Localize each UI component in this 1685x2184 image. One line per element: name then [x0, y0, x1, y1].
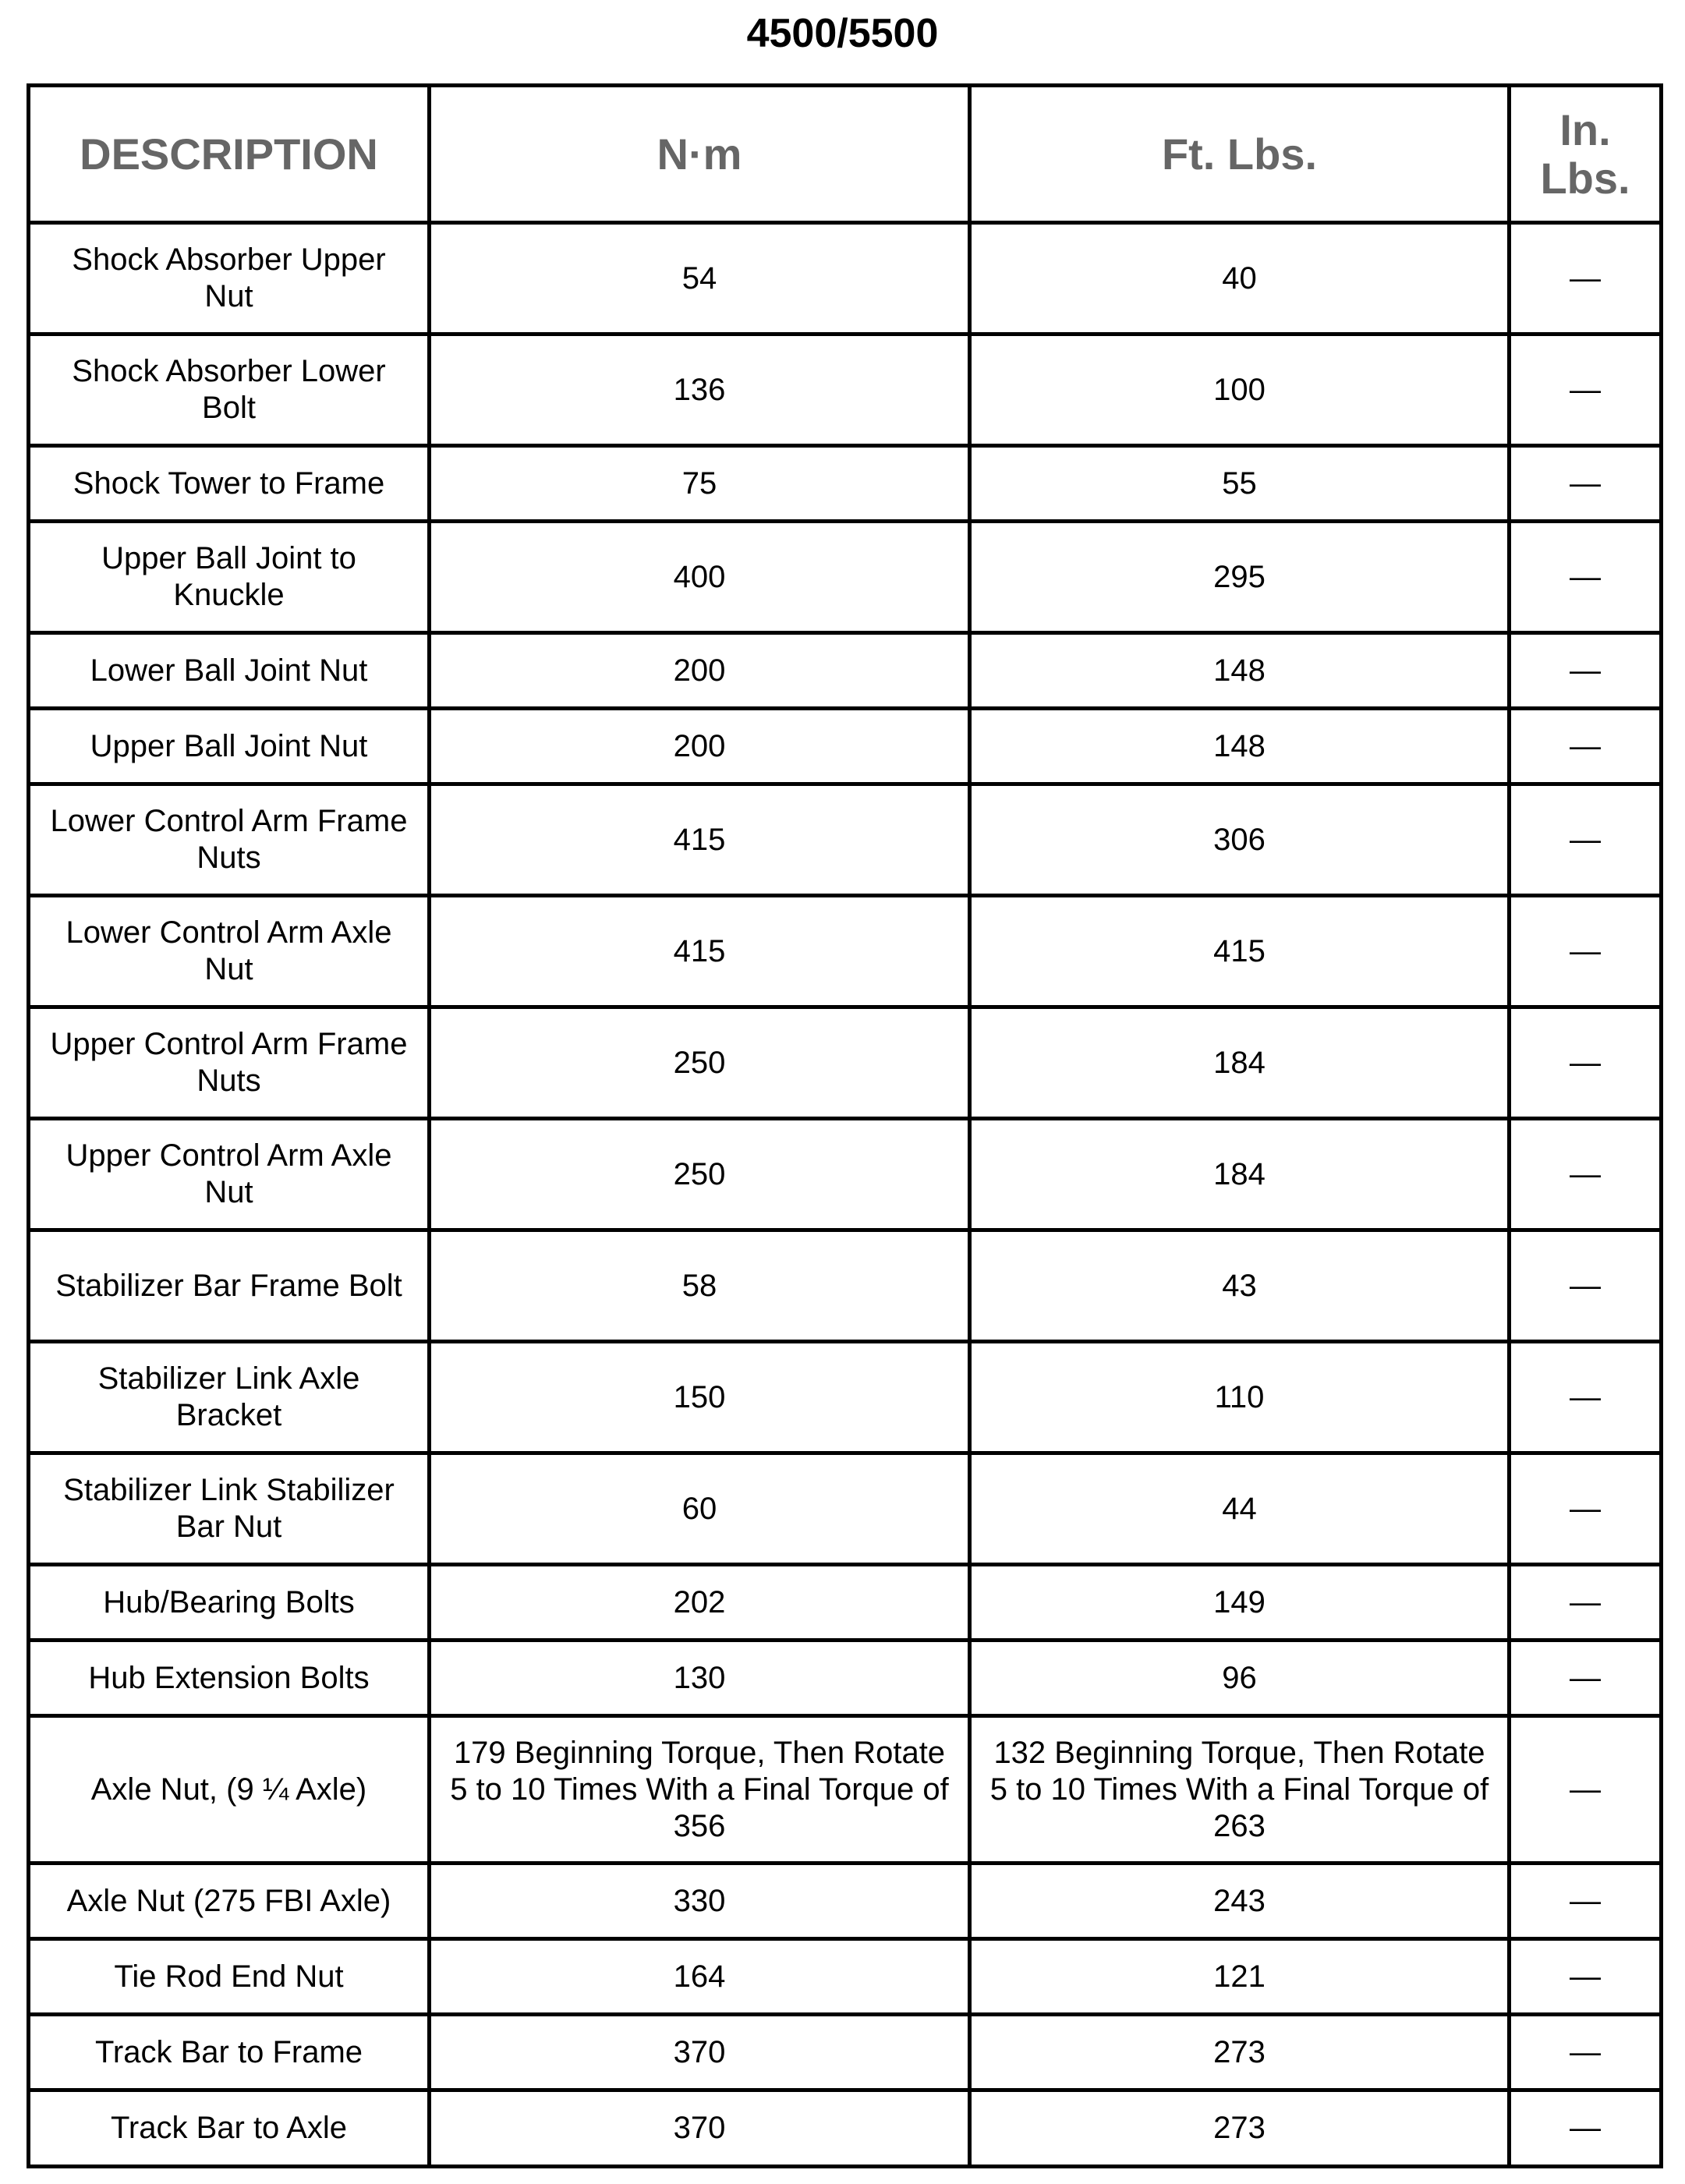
table-row	[29, 1864, 1662, 1939]
table-row	[29, 1007, 1662, 1119]
table-row	[29, 522, 1662, 633]
description-cell: Upper Control Arm Axle Nut	[29, 1119, 430, 1230]
table-row	[29, 2090, 1662, 2167]
table-row	[29, 1453, 1662, 1565]
ft-lbs-cell: 44	[970, 1453, 1510, 1565]
in-lbs-cell: —	[1510, 1007, 1662, 1119]
nm-cell: 130	[430, 1641, 970, 1716]
description-cell: Hub Extension Bolts	[29, 1641, 430, 1716]
nm-cell: 200	[430, 633, 970, 709]
ft-lbs-cell: 273	[970, 2015, 1510, 2090]
table-header-row	[29, 86, 1662, 223]
table-row	[29, 1641, 1662, 1716]
nm-cell: 400	[430, 522, 970, 633]
table-row	[29, 709, 1662, 784]
description-cell: Upper Ball Joint to Knuckle	[29, 522, 430, 633]
description-cell: Lower Ball Joint Nut	[29, 633, 430, 709]
description-cell: Track Bar to Axle	[29, 2090, 430, 2167]
nm-cell: 250	[430, 1007, 970, 1119]
ft-lbs-cell: 148	[970, 709, 1510, 784]
nm-cell: 370	[430, 2015, 970, 2090]
nm-cell: 200	[430, 709, 970, 784]
description-cell: Shock Absorber Upper Nut	[29, 223, 430, 335]
description-cell: Stabilizer Link Stabilizer Bar Nut	[29, 1453, 430, 1565]
ft-lbs-cell: 295	[970, 522, 1510, 633]
ft-lbs-cell: 273	[970, 2090, 1510, 2167]
nm-cell: 75	[430, 446, 970, 522]
table-row	[29, 2015, 1662, 2090]
in-lbs-cell: —	[1510, 446, 1662, 522]
table-row	[29, 896, 1662, 1007]
header-ft-lbs: Ft. Lbs.	[970, 86, 1510, 223]
table-row	[29, 784, 1662, 896]
ft-lbs-cell: 40	[970, 223, 1510, 335]
in-lbs-cell: —	[1510, 1119, 1662, 1230]
ft-lbs-cell: 306	[970, 784, 1510, 896]
in-lbs-cell: —	[1510, 1939, 1662, 2015]
description-cell: Upper Ball Joint Nut	[29, 709, 430, 784]
table-row	[29, 1565, 1662, 1641]
header-in-lbs: In. Lbs.	[1510, 86, 1662, 223]
header-description: DESCRIPTION	[29, 86, 430, 223]
ft-lbs-cell: 100	[970, 335, 1510, 446]
ft-lbs-cell: 184	[970, 1007, 1510, 1119]
description-cell: Stabilizer Link Axle Bracket	[29, 1342, 430, 1453]
nm-cell: 136	[430, 335, 970, 446]
description-cell: Tie Rod End Nut	[29, 1939, 430, 2015]
in-lbs-cell: —	[1510, 522, 1662, 633]
in-lbs-cell: —	[1510, 335, 1662, 446]
in-lbs-cell: —	[1510, 1342, 1662, 1453]
table-row	[29, 1342, 1662, 1453]
in-lbs-cell: —	[1510, 1641, 1662, 1716]
description-cell: Upper Control Arm Frame Nuts	[29, 1007, 430, 1119]
ft-lbs-cell: 184	[970, 1119, 1510, 1230]
nm-cell: 415	[430, 896, 970, 1007]
nm-cell: 370	[430, 2090, 970, 2167]
page-title: 4500/5500	[746, 11, 939, 56]
table-row	[29, 633, 1662, 709]
table-row	[29, 1230, 1662, 1342]
nm-cell: 60	[430, 1453, 970, 1565]
table-row	[29, 446, 1662, 522]
description-cell: Lower Control Arm Axle Nut	[29, 896, 430, 1007]
ft-lbs-cell: 148	[970, 633, 1510, 709]
in-lbs-cell: —	[1510, 1565, 1662, 1641]
ft-lbs-cell: 43	[970, 1230, 1510, 1342]
description-cell: Axle Nut, (9 ¼ Axle)	[29, 1716, 430, 1864]
ft-lbs-cell: 96	[970, 1641, 1510, 1716]
ft-lbs-cell: 415	[970, 896, 1510, 1007]
in-lbs-cell: —	[1510, 784, 1662, 896]
in-lbs-cell: —	[1510, 709, 1662, 784]
description-cell: Stabilizer Bar Frame Bolt	[29, 1230, 430, 1342]
ft-lbs-cell: 55	[970, 446, 1510, 522]
nm-cell: 415	[430, 784, 970, 896]
description-cell: Track Bar to Frame	[29, 2015, 430, 2090]
nm-cell: 58	[430, 1230, 970, 1342]
table-row	[29, 1716, 1662, 1864]
ft-lbs-cell: 121	[970, 1939, 1510, 2015]
table-row	[29, 223, 1662, 335]
in-lbs-cell: —	[1510, 1230, 1662, 1342]
header-nm: N·m	[430, 86, 970, 223]
ft-lbs-cell: 243	[970, 1864, 1510, 1939]
nm-cell: 330	[430, 1864, 970, 1939]
description-cell: Shock Tower to Frame	[29, 446, 430, 522]
in-lbs-cell: —	[1510, 1716, 1662, 1864]
table-row	[29, 1119, 1662, 1230]
description-cell: Shock Absorber Lower Bolt	[29, 335, 430, 446]
in-lbs-cell: —	[1510, 2090, 1662, 2167]
in-lbs-cell: —	[1510, 1864, 1662, 1939]
in-lbs-cell: —	[1510, 223, 1662, 335]
description-cell: Hub/Bearing Bolts	[29, 1565, 430, 1641]
table-row	[29, 335, 1662, 446]
description-cell: Lower Control Arm Frame Nuts	[29, 784, 430, 896]
nm-cell: 150	[430, 1342, 970, 1453]
ft-lbs-cell: 149	[970, 1565, 1510, 1641]
nm-cell: 250	[430, 1119, 970, 1230]
torque-spec-table	[27, 83, 1663, 2168]
table-row	[29, 1939, 1662, 2015]
in-lbs-cell: —	[1510, 896, 1662, 1007]
nm-cell: 202	[430, 1565, 970, 1641]
description-cell: Axle Nut (275 FBI Axle)	[29, 1864, 430, 1939]
in-lbs-cell: —	[1510, 633, 1662, 709]
in-lbs-cell: —	[1510, 2015, 1662, 2090]
nm-cell: 54	[430, 223, 970, 335]
ft-lbs-cell: 132 Beginning Torque, Then Rotate 5 to 10 Times With a Final Torque of 263	[970, 1716, 1510, 1864]
nm-cell: 179 Beginning Torque, Then Rotate 5 to 10 Times With a Final Torque of 356	[430, 1716, 970, 1864]
nm-cell: 164	[430, 1939, 970, 2015]
in-lbs-cell: —	[1510, 1453, 1662, 1565]
ft-lbs-cell: 110	[970, 1342, 1510, 1453]
